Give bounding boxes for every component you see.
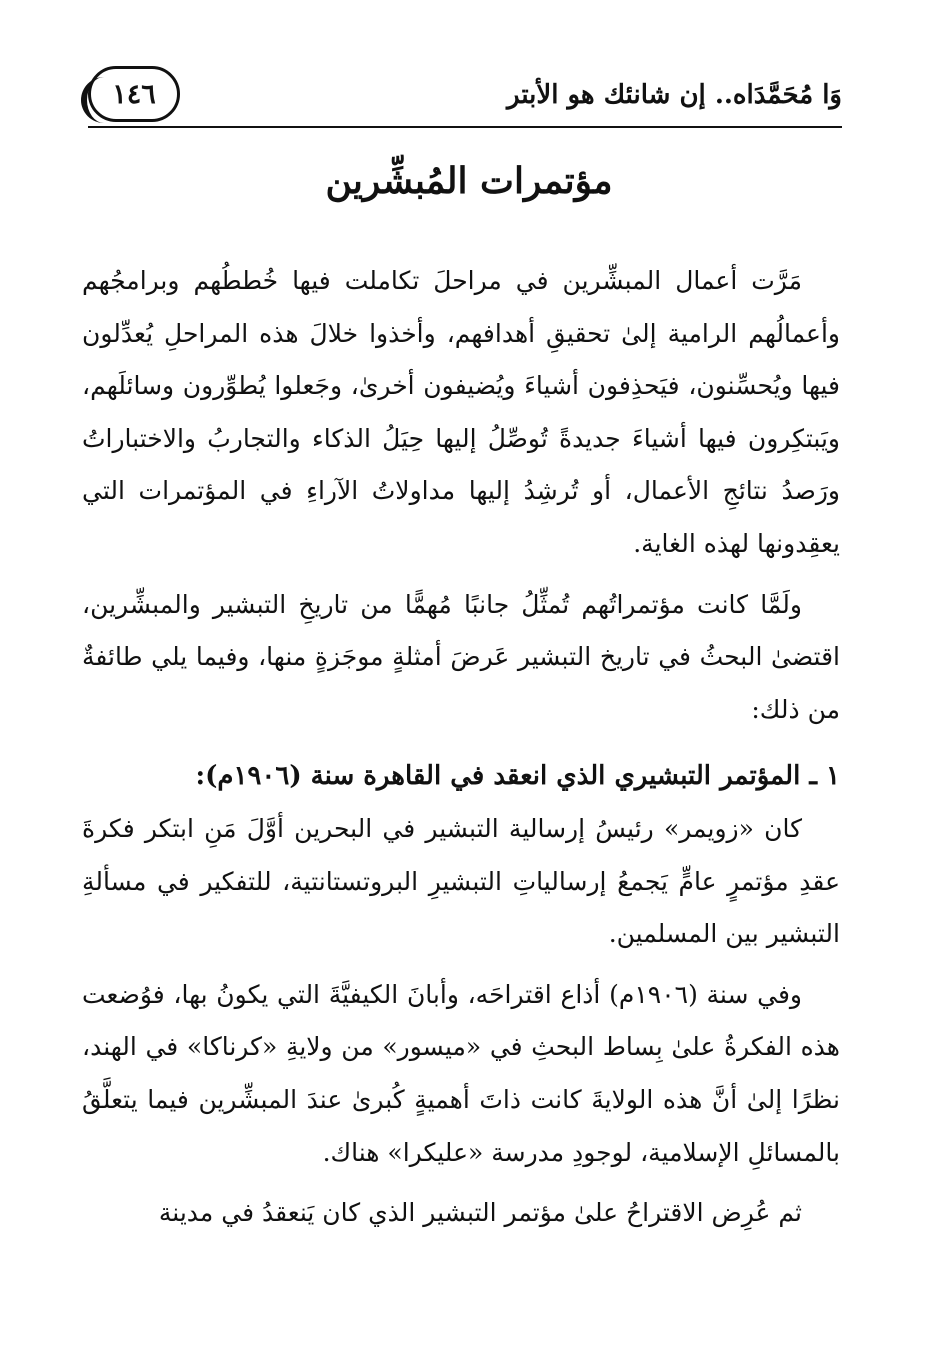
section-heading: ١ ـ المؤتمر التبشيري الذي انعقد في القاهرة سنة (١٩٠٦م): [195, 761, 840, 792]
paragraph: وفي سنة (١٩٠٦م) أذاع اقتراحَه، وأبانَ الكيفيَّةَ التي يكونُ بها، فوُضعت هذه الفكرةُ علىٰ بِساط البحثِ في «ميسور» من ولايةِ «كرناكا» في الهند، نظرًا إلىٰ أنَّ هذه الولايةَ كانت ذاتَ أهميةٍ كُبرىٰ عندَ المبشِّرين فيما يتعلَّقُ بالمسائلِ الإسلامية، لوجودِ مدرسة «عليكرا» هناك. [82, 979, 840, 1167]
paragraph: مَرَّت أعمال المبشِّرين في مراحلَ تكاملت فيها خُططُهم وبرامجُهم وأعمالُهم الرامية إلىٰ تحقيقِ أهدافهم، وأخذوا خلالَ هذه المراحلِ يُعدِّلون فيها ويُحسِّنون، فيَحذِفون أشياءَ ويُضيفون أخرىٰ، وجَعلوا يُطوِّرون وسائلَهم، ويَبتكِرون فيها أشياءَ جديدةً تُوصِّلُ إليها حِيَلُ الذكاء والتجاربُ والاختباراتُ ورَصدُ نتائجِ الأعمال، أو تُرشِدُ إليها مداولاتُ الآراءِ في المؤتمرات التي يعقِدونها لهذه الغاية. [82, 266, 840, 558]
running-title: وَا مُحَمَّدَاه.. إن شانئك هو الأبتر [506, 80, 842, 110]
paragraph: ثم عُرِض الاقتراحُ علىٰ مؤتمر التبشير الذي كان يَنعقدُ في مدينة [158, 1198, 802, 1228]
chapter-title: مؤتمرات المُبشِّرين [325, 160, 613, 202]
paragraph: ولَمَّا كانت مؤتمراتُهم تُمثِّلُ جانبًا مُهمًّا من تاريخِ التبشير والمبشِّرين، اقتضىٰ البحثُ في تاريخ التبشير عَرضَ أمثلةٍ موجَزةٍ منها، وفيما يلي طائفةٌ من ذلك: [82, 589, 840, 724]
paragraph: كان «زويمر» رئيسُ إرسالية التبشير في البحرين أوَّلَ مَنِ ابتكر فكرةَ عقدِ مؤتمرٍ عامٍّ يَجمعُ إرسالياتِ التبشيرِ البروتستانتية، للتفكير في مسألةِ التبشير بين المسلمين. [82, 813, 840, 949]
header-divider [88, 126, 842, 128]
page-number-badge [88, 66, 180, 122]
body-text [82, 255, 840, 1240]
page-number: ١٤٦ [112, 78, 156, 110]
badge-ornament-icon [81, 77, 107, 123]
